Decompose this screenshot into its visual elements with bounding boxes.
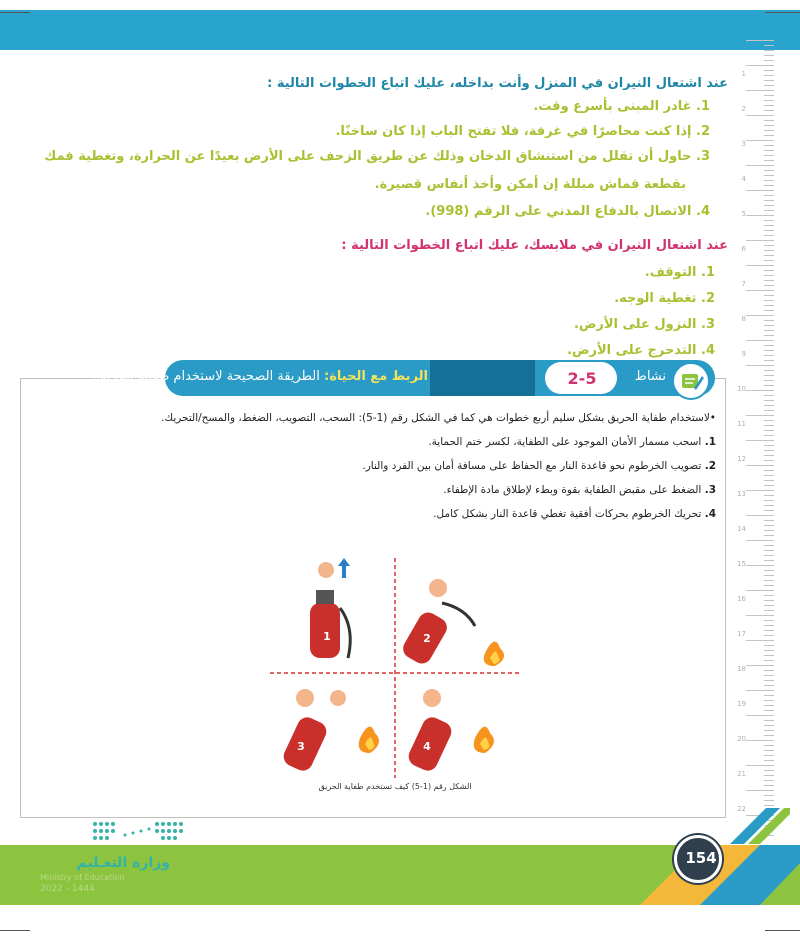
ruler-tick — [764, 425, 774, 426]
ruler-tick — [746, 465, 774, 466]
ruler-tick — [764, 60, 774, 61]
ruler-number: 4 — [741, 175, 746, 183]
ruler-tick — [746, 490, 774, 491]
ruler-tick — [764, 180, 774, 181]
ruler-tick — [746, 365, 774, 366]
ruler-number: 9 — [741, 350, 746, 358]
ruler-tick — [764, 770, 774, 771]
section2-step: 3. النزول على الأرض. — [573, 317, 715, 332]
ruler-tick — [764, 625, 774, 626]
ruler-tick — [764, 370, 774, 371]
activity-title-prefix: الربط مع الحياة: — [324, 369, 428, 384]
ruler-number: 14 — [737, 525, 746, 533]
ruler-number: 8 — [741, 315, 746, 323]
ruler-number: 22 — [737, 805, 746, 813]
ruler-tick — [764, 200, 774, 201]
ruler-tick — [764, 495, 774, 496]
activity-label: نشاط — [634, 369, 666, 384]
ruler-number: 20 — [737, 735, 746, 743]
activity-title — [91, 369, 428, 384]
activity-step-text: تصويب الخرطوم نحو قاعدة النار مع الحفاظ على مسافة أمان بين الفرد والنار. — [362, 460, 702, 472]
ruler-tick — [764, 705, 774, 706]
panel-number: 4 — [423, 740, 431, 753]
ruler-tick — [764, 205, 774, 206]
ruler-tick — [764, 230, 774, 231]
ruler-tick — [764, 170, 774, 171]
ruler-tick — [764, 135, 774, 136]
ruler-tick — [764, 195, 774, 196]
ruler-tick — [764, 500, 774, 501]
ruler-number: 2 — [741, 105, 746, 113]
activity-step — [250, 436, 716, 448]
ruler-tick — [764, 220, 774, 221]
ruler-tick — [764, 505, 774, 506]
ruler-tick — [746, 290, 774, 291]
ruler-tick — [764, 155, 774, 156]
ruler-tick — [764, 550, 774, 551]
section2-step: 2. تغطية الوجه. — [614, 291, 715, 306]
ruler-tick — [764, 710, 774, 711]
ruler-tick — [764, 85, 774, 86]
ruler-number: 10 — [737, 385, 746, 393]
section2-step: 1. التوقف. — [644, 265, 715, 280]
ruler-tick — [764, 100, 774, 101]
crop-mark — [0, 12, 30, 13]
ruler-tick — [764, 270, 774, 271]
ruler-tick — [764, 675, 774, 676]
ruler-tick — [764, 400, 774, 401]
page-number: 154 — [685, 849, 717, 867]
extinguisher-panel-sweep — [405, 689, 494, 774]
ruler-tick — [764, 630, 774, 631]
section2-heading: عند اشتعال النيران في ملابسك، عليك اتباع الخطوات التالية : — [341, 238, 728, 253]
ministry-subtitle: Ministry of Education — [40, 873, 125, 882]
ruler-tick — [764, 430, 774, 431]
ruler-tick — [764, 235, 774, 236]
ruler-tick — [746, 315, 774, 316]
ruler-number: 1 — [741, 70, 746, 78]
ruler-tick — [764, 410, 774, 411]
ruler-tick — [764, 255, 774, 256]
ruler-number: 11 — [737, 420, 746, 428]
ruler-tick — [746, 740, 774, 741]
corner-stripes — [730, 808, 790, 844]
ruler-tick — [764, 345, 774, 346]
ruler-number: 5 — [741, 210, 746, 218]
ruler-tick — [764, 380, 774, 381]
ruler-number: 13 — [737, 490, 746, 498]
ruler-tick — [764, 305, 774, 306]
activity-step-number: 4. — [704, 508, 716, 520]
ruler-tick — [764, 535, 774, 536]
ruler-tick — [746, 390, 774, 391]
panel-number: 1 — [323, 630, 331, 643]
ruler-number: 15 — [737, 560, 746, 568]
ruler-tick — [764, 775, 774, 776]
page-ruler — [737, 40, 780, 840]
ruler-tick — [764, 245, 774, 246]
ruler-tick — [746, 640, 774, 641]
activity-step-text: الضغط على مقبض الطفاية بقوة وبطء لإطلاق مادة الإطفاء. — [443, 484, 702, 496]
ruler-tick — [764, 330, 774, 331]
ruler-tick — [764, 105, 774, 106]
ruler-number: 21 — [737, 770, 746, 778]
ruler-tick — [746, 515, 774, 516]
ruler-tick — [746, 665, 774, 666]
ruler-tick — [764, 480, 774, 481]
ruler-tick — [746, 215, 774, 216]
ruler-tick — [764, 275, 774, 276]
ruler-tick — [764, 585, 774, 586]
ruler-tick — [746, 715, 774, 716]
ruler-tick — [764, 120, 774, 121]
ruler-tick — [764, 310, 774, 311]
ruler-tick — [764, 570, 774, 571]
section1-step: 1. غادر المبنى بأسرع وقت. — [533, 99, 710, 114]
ruler-tick — [764, 300, 774, 301]
footer-bottom-margin — [0, 905, 800, 943]
ruler-tick — [746, 65, 774, 66]
ruler-tick — [764, 95, 774, 96]
ruler-tick — [764, 655, 774, 656]
ruler-tick — [764, 805, 774, 806]
activity-title-text: الطريقة الصحيحة لاستخدام طفاية الحريق: — [91, 369, 325, 384]
ruler-tick — [746, 265, 774, 266]
activity-banner-dark — [430, 360, 535, 396]
crop-mark — [0, 930, 30, 931]
ruler-number: 6 — [741, 245, 746, 253]
ruler-tick — [764, 360, 774, 361]
ruler-tick — [764, 795, 774, 796]
ruler-tick — [746, 565, 774, 566]
ruler-tick — [764, 450, 774, 451]
ruler-tick — [746, 590, 774, 591]
ruler-tick — [764, 725, 774, 726]
ruler-tick — [764, 460, 774, 461]
activity-step-text: اسحب مسمار الأمان الموجود على الطفاية، لكسر ختم الحماية. — [428, 436, 702, 448]
ruler-tick — [764, 250, 774, 251]
ruler-tick — [764, 760, 774, 761]
ruler-tick — [764, 600, 774, 601]
ruler-number: 3 — [741, 140, 746, 148]
ruler-tick — [764, 620, 774, 621]
section1-step-continued: بقطعة قماش مبللة إن أمكن وأخذ أنفاس قصيرة. — [374, 177, 686, 192]
ruler-tick — [764, 635, 774, 636]
ruler-tick — [764, 485, 774, 486]
ruler-tick — [746, 90, 774, 91]
extinguisher-panel-squeeze — [280, 689, 379, 774]
ruler-tick — [764, 445, 774, 446]
ruler-tick — [764, 335, 774, 336]
ruler-tick — [764, 560, 774, 561]
ruler-tick — [764, 210, 774, 211]
ruler-number: 17 — [737, 630, 746, 638]
ruler-tick — [764, 405, 774, 406]
ruler-tick — [764, 660, 774, 661]
figure-caption: الشكل رقم (1-5) كيف تستخدم طفاية الحريق — [318, 782, 472, 791]
ruler-tick — [764, 110, 774, 111]
ruler-tick — [764, 645, 774, 646]
ruler-tick — [764, 70, 774, 71]
activity-step — [250, 484, 716, 496]
ruler-tick — [764, 595, 774, 596]
section1-heading: عند اشتعال النيران في المنزل وأنت بداخله، عليك اتباع الخطوات التالية : — [267, 76, 728, 91]
activity-step-number: 1. — [704, 436, 716, 448]
ruler-tick — [764, 130, 774, 131]
ruler-tick — [746, 340, 774, 341]
ruler-tick — [764, 260, 774, 261]
ruler-tick — [764, 75, 774, 76]
section1-step: 2. إذا كنت محاصرًا في غرفة، فلا تفتح الباب إذا كان ساخنًا. — [335, 124, 710, 139]
ruler-tick — [764, 280, 774, 281]
section1-step: 4. الاتصال بالدفاع المدني على الرقم (998). — [425, 204, 710, 219]
ruler-tick — [764, 525, 774, 526]
ruler-tick — [764, 720, 774, 721]
ruler-tick — [764, 50, 774, 51]
ruler-tick — [764, 395, 774, 396]
ruler-tick — [764, 160, 774, 161]
ruler-tick — [764, 295, 774, 296]
ruler-tick — [746, 40, 774, 41]
activity-step — [250, 460, 716, 472]
panel-number: 3 — [297, 740, 305, 753]
ruler-tick — [764, 530, 774, 531]
ruler-tick — [764, 475, 774, 476]
ruler-tick — [746, 240, 774, 241]
ruler-tick — [764, 610, 774, 611]
activity-step-text: تحريك الخرطوم بحركات أفقية تغطي قاعدة النار بشكل كامل. — [433, 508, 702, 520]
ruler-tick — [746, 140, 774, 141]
ruler-tick — [764, 435, 774, 436]
panel-number: 2 — [423, 632, 431, 645]
ruler-tick — [764, 700, 774, 701]
section1-step: 3. حاول أن تقلل من استنشاق الدخان وذلك عن طريق الزحف على الأرض بعيدًا عن الحرارة، وتغطية فمك — [44, 149, 710, 164]
ruler-tick — [764, 385, 774, 386]
ruler-tick — [764, 695, 774, 696]
ruler-tick — [746, 440, 774, 441]
ruler-tick — [764, 45, 774, 46]
ruler-number: 12 — [737, 455, 746, 463]
activity-step-number: 2. — [704, 460, 716, 472]
ruler-number: 7 — [741, 280, 746, 288]
ruler-tick — [764, 575, 774, 576]
ruler-tick — [764, 350, 774, 351]
ruler-tick — [746, 165, 774, 166]
ruler-tick — [764, 185, 774, 186]
ruler-tick — [764, 150, 774, 151]
ruler-tick — [764, 780, 774, 781]
ruler-tick — [764, 145, 774, 146]
ruler-tick — [764, 55, 774, 56]
ruler-tick — [764, 510, 774, 511]
ruler-tick — [764, 555, 774, 556]
pencil-note-icon — [672, 362, 710, 400]
ruler-tick — [764, 375, 774, 376]
activity-number: 2-5 — [567, 369, 597, 388]
ruler-tick — [764, 325, 774, 326]
ruler-tick — [746, 115, 774, 116]
extinguisher-panel-aim — [400, 579, 504, 667]
ruler-tick — [764, 320, 774, 321]
ruler-tick — [764, 545, 774, 546]
ruler-tick — [764, 605, 774, 606]
ruler-tick — [764, 470, 774, 471]
activity-step — [250, 508, 716, 520]
ruler-tick — [764, 745, 774, 746]
crop-mark — [765, 12, 800, 13]
ruler-tick — [764, 420, 774, 421]
ruler-number: 18 — [737, 665, 746, 673]
ruler-tick — [764, 520, 774, 521]
ruler-tick — [764, 355, 774, 356]
activity-intro: •لاستخدام طفاية الحريق بشكل سليم أربع خطوات هي كما في الشكل رقم (1-5): السحب، التصويب، الضغط، والمسح/التحريك. — [161, 412, 716, 424]
ruler-tick — [764, 800, 774, 801]
header-band-top-margin — [0, 0, 800, 10]
ruler-tick — [764, 455, 774, 456]
ruler-tick — [746, 615, 774, 616]
ruler-tick — [764, 175, 774, 176]
ruler-tick — [764, 580, 774, 581]
ruler-tick — [746, 540, 774, 541]
ruler-tick — [764, 125, 774, 126]
ruler-tick — [764, 680, 774, 681]
ruler-tick — [764, 285, 774, 286]
ruler-tick — [764, 685, 774, 686]
ruler-tick — [764, 785, 774, 786]
ruler-tick — [764, 80, 774, 81]
ruler-tick — [764, 750, 774, 751]
ruler-tick — [764, 650, 774, 651]
ruler-tick — [746, 415, 774, 416]
crop-mark — [765, 930, 800, 931]
ruler-tick — [764, 755, 774, 756]
ruler-tick — [764, 225, 774, 226]
edition-year: 2022 - 1444 — [40, 884, 95, 894]
extinguisher-panel-pull — [310, 558, 350, 658]
activity-step-number: 3. — [704, 484, 716, 496]
ruler-tick — [746, 765, 774, 766]
ministry-logo-dots — [90, 818, 186, 844]
ruler-tick — [764, 735, 774, 736]
ruler-tick — [746, 190, 774, 191]
ruler-tick — [764, 670, 774, 671]
ministry-name: وزارة التعـليم — [76, 855, 170, 871]
ruler-tick — [746, 790, 774, 791]
ruler-number: 16 — [737, 595, 746, 603]
ruler-tick — [764, 730, 774, 731]
section2-step: 4. التدحرج على الأرض. — [567, 343, 715, 358]
ruler-tick — [746, 690, 774, 691]
ruler-number: 19 — [737, 700, 746, 708]
